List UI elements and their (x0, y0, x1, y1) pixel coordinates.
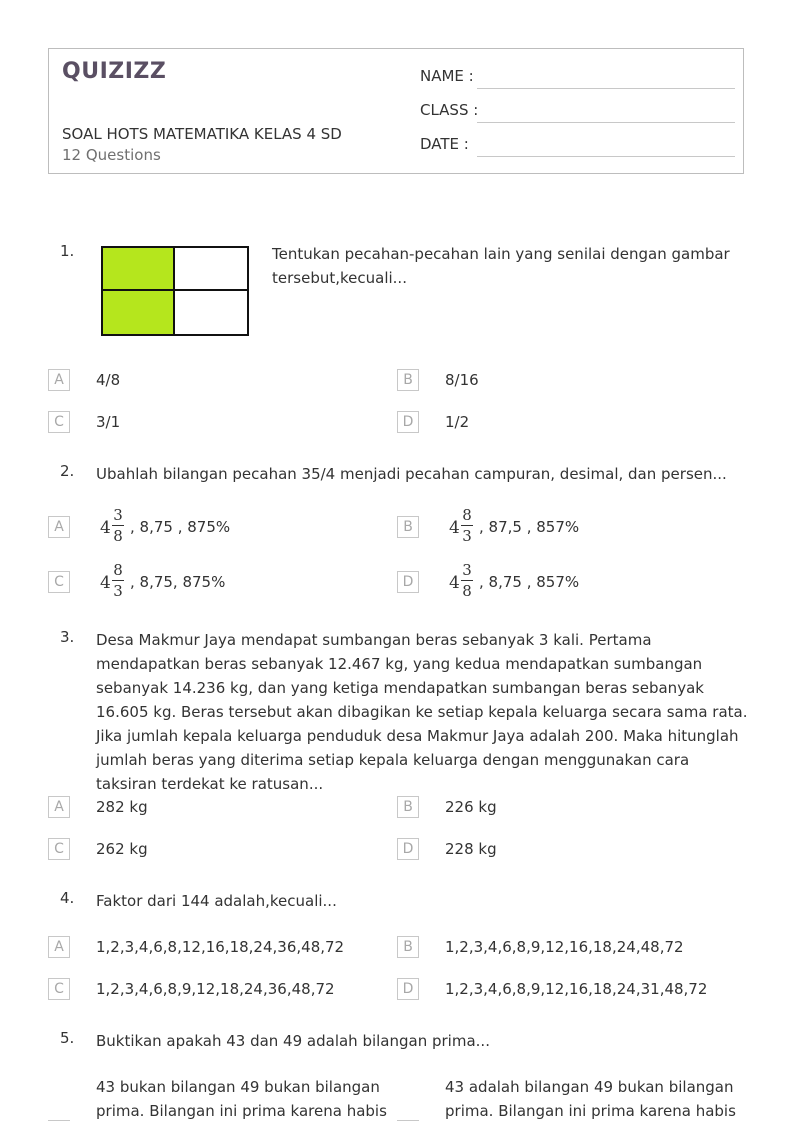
option-letter: B (397, 516, 419, 538)
grid-cell-shaded (103, 291, 175, 334)
option-letter: C (48, 978, 70, 1000)
option-letter: D (397, 411, 419, 433)
option-letter: C (48, 838, 70, 860)
fraction-denominator: 8 (113, 527, 123, 545)
fraction-numerator: 3 (462, 561, 472, 579)
fraction (112, 506, 124, 545)
grid-cell-empty (175, 291, 247, 334)
option-text: 1,2,3,4,6,8,9,12,16,18,24,48,72 (445, 938, 684, 956)
grid-cell-empty (175, 248, 247, 291)
question-number: 1. (60, 242, 75, 260)
option-text[interactable]: 43 adalah bilangan 49 bukan bilangan prima. Bilangan ini prima karena habis (445, 1078, 736, 1120)
fraction-numerator: 8 (462, 506, 472, 524)
option-text: 262 kg (96, 840, 148, 858)
date-line[interactable] (477, 156, 735, 157)
name-label: NAME : (420, 67, 474, 85)
option-text: , 87,5 , 857% (479, 518, 580, 536)
option-letter: A (48, 369, 70, 391)
option-text: , 8,75, 875% (130, 573, 226, 591)
option-text: 1,2,3,4,6,8,9,12,16,18,24,31,48,72 (445, 980, 708, 998)
fraction-numerator: 8 (113, 561, 123, 579)
option-text: , 8,75 , 857% (479, 573, 580, 591)
question-number: 5. (60, 1029, 75, 1047)
option-text: 282 kg (96, 798, 148, 816)
grid-cell-shaded (103, 248, 175, 291)
option-letter: C (48, 571, 70, 593)
name-field[interactable] (420, 67, 735, 91)
option-letter: B (397, 936, 419, 958)
fraction-whole: 4 (449, 573, 460, 593)
fraction-bar (461, 580, 473, 581)
option-letter: A (48, 796, 70, 818)
option-text: 4/8 (96, 371, 121, 389)
fraction-whole: 4 (100, 518, 111, 538)
option-letter: A (48, 516, 70, 538)
question-count: 12 Questions (62, 146, 161, 164)
option-box-edge[interactable] (397, 1120, 419, 1121)
class-field[interactable] (420, 101, 735, 125)
option-letter: D (397, 571, 419, 593)
option-text: 228 kg (445, 840, 497, 858)
worksheet-title: SOAL HOTS MATEMATIKA KELAS 4 SD (62, 125, 342, 143)
class-line[interactable] (477, 122, 735, 123)
name-line[interactable] (477, 88, 735, 89)
date-field[interactable] (420, 135, 735, 159)
quizizz-logo: QUIZIZZ (62, 59, 167, 84)
fraction-bar (461, 525, 473, 526)
fraction-grid-figure (101, 246, 249, 336)
question-text: Faktor dari 144 adalah,kecuali... (96, 892, 337, 910)
question-number: 2. (60, 462, 75, 480)
class-label: CLASS : (420, 101, 479, 119)
question-number: 3. (60, 628, 75, 646)
option-text: , 8,75 , 875% (130, 518, 231, 536)
option-text[interactable]: 43 bukan bilangan 49 bukan bilangan prima. Bilangan ini prima karena habis (96, 1078, 387, 1120)
option-letter: A (48, 936, 70, 958)
question-text: Buktikan apakah 43 dan 49 adalah bilangan prima... (96, 1032, 490, 1050)
option-text: 1,2,3,4,6,8,12,16,18,24,36,48,72 (96, 938, 345, 956)
option-text: 3/1 (96, 413, 121, 431)
option-letter: D (397, 838, 419, 860)
fraction (461, 561, 473, 600)
option-text: 1,2,3,4,6,8,9,12,18,24,36,48,72 (96, 980, 335, 998)
date-label: DATE : (420, 135, 469, 153)
fraction-denominator: 3 (113, 582, 123, 600)
fraction-whole: 4 (100, 573, 111, 593)
fraction-denominator: 3 (462, 527, 472, 545)
fraction (112, 561, 124, 600)
question-text: Ubahlah bilangan pecahan 35/4 menjadi pecahan campuran, desimal, dan persen... (96, 465, 727, 483)
question-text: Desa Makmur Jaya mendapat sumbangan beras sebanyak 3 kali. Pertama mendapatkan beras sebanyak 12.467 kg, yang kedua mendapatkan sumbangan sebanyak 14.236 kg, dan yang ketiga mendapatkan sumbangan beras sebanyak 16.605 kg. Beras tersebut akan dibagikan ke setiap kepala keluarga secara sama rata. Jika jumlah kepala keluarga penduduk desa Makmur Jaya adalah 200. Maka hitunglah jumlah beras yang diterima setiap kepala keluarga dengan menggunakan cara taksiran terdekat ke ratusan... (96, 631, 748, 793)
option-letter: B (397, 796, 419, 818)
option-box-edge[interactable] (48, 1120, 70, 1121)
question-text: Tentukan pecahan-pecahan lain yang senilai dengan gambar tersebut,kecuali... (272, 245, 730, 287)
fraction-denominator: 8 (462, 582, 472, 600)
question-number: 4. (60, 889, 75, 907)
fraction-bar (112, 525, 124, 526)
fraction-bar (112, 580, 124, 581)
option-text: 8/16 (445, 371, 479, 389)
worksheet-header (48, 48, 744, 174)
option-letter: C (48, 411, 70, 433)
option-letter: B (397, 369, 419, 391)
fraction-whole: 4 (449, 518, 460, 538)
option-text: 1/2 (445, 413, 470, 431)
fraction-numerator: 3 (113, 506, 123, 524)
fraction (461, 506, 473, 545)
option-text: 226 kg (445, 798, 497, 816)
option-letter: D (397, 978, 419, 1000)
